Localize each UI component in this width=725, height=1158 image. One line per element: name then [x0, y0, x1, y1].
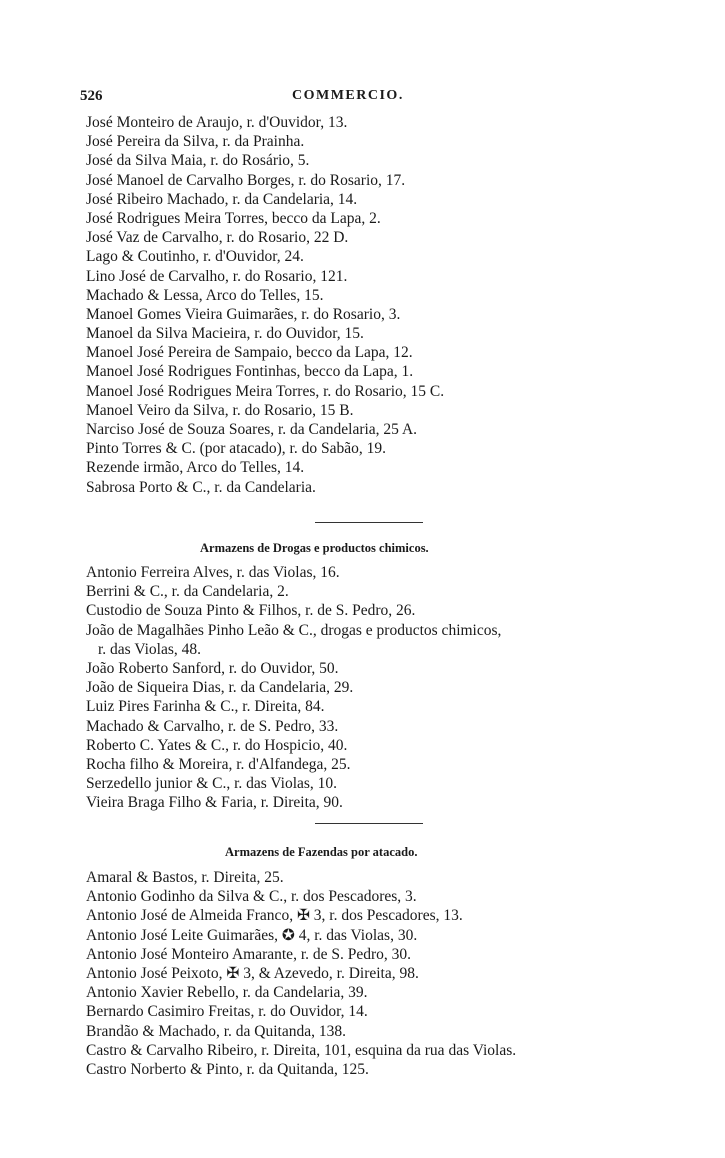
list-item: José Manoel de Carvalho Borges, r. do Rosario, 17.	[86, 171, 406, 189]
list-item: José Monteiro de Araujo, r. d'Ouvidor, 13.	[86, 114, 348, 131]
list-item: Lago & Coutinho, r. d'Ouvidor, 24.	[86, 248, 304, 266]
list-item: José Vaz de Carvalho, r. do Rosario, 22 D.	[86, 229, 349, 247]
list-item: Antonio Xavier Rebello, r. da Candelaria, 39.	[86, 984, 368, 1002]
list-item: Manoel José Rodrigues Meira Torres, r. do Rosario, 15 C.	[86, 382, 445, 400]
list-item: Pinto Torres & C. (por atacado), r. do Sabão, 19.	[86, 440, 386, 458]
list-item: Narciso José de Souza Soares, r. da Candelaria, 25 A.	[86, 421, 418, 438]
list-item: José Pereira da Silva, r. da Prainha.	[86, 133, 305, 151]
page-header	[80, 88, 480, 110]
list-item: Serzedello junior & C., r. das Violas, 10.	[86, 775, 338, 793]
running-head: COMMERCIO.	[292, 88, 404, 103]
list-item: Custodio de Souza Pinto & Filhos, r. de S. Pedro, 26.	[86, 602, 416, 620]
list-item: Antonio José Monteiro Amarante, r. de S. Pedro, 30.	[86, 945, 412, 963]
list-item: Manoel José Rodrigues Fontinhas, becco da Lapa, 1.	[86, 363, 414, 381]
section-divider	[315, 823, 423, 824]
list-item: Berrini & C., r. da Candelaria, 2.	[86, 583, 289, 601]
list-item: Lino José de Carvalho, r. do Rosario, 121.	[86, 267, 348, 285]
merchant-list	[86, 113, 444, 497]
page-number: 526	[80, 88, 103, 104]
list-item: Antonio Ferreira Alves, r. das Violas, 16.	[86, 564, 340, 581]
list-item: José Rodrigues Meira Torres, becco da Lapa, 2.	[86, 209, 381, 227]
list-item: Luiz Pires Farinha & C., r. Direita, 84.	[86, 698, 325, 716]
list-item: Castro & Carvalho Ribeiro, r. Direita, 101, esquina da rua das Violas.	[86, 1041, 517, 1059]
list-item: João Roberto Sanford, r. do Ouvidor, 50.	[86, 659, 339, 677]
list-item: José da Silva Maia, r. do Rosário, 5.	[86, 152, 310, 170]
list-item-continuation: r. das Violas, 48.	[98, 640, 201, 658]
list-item: Manoel José Pereira de Sampaio, becco da Lapa, 12.	[86, 344, 413, 362]
list-item: João de Magalhães Pinho Leão & C., drogas e productos chimicos,	[86, 621, 502, 639]
drogas-list	[86, 563, 501, 812]
list-item: Roberto C. Yates & C., r. do Hospicio, 40.	[86, 736, 348, 754]
list-item: Amaral & Bastos, r. Direita, 25.	[86, 869, 284, 886]
list-item: Antonio Godinho da Silva & C., r. dos Pescadores, 3.	[86, 888, 417, 906]
list-item: Vieira Braga Filho & Faria, r. Direita, 90.	[86, 794, 343, 812]
list-item: Manoel Veiro da Silva, r. do Rosario, 15 B.	[86, 401, 354, 419]
list-item: José Ribeiro Machado, r. da Candelaria, 14.	[86, 190, 358, 208]
section-divider	[315, 522, 423, 523]
list-item: Manoel Gomes Vieira Guimarães, r. do Rosario, 3.	[86, 305, 401, 323]
list-item: Bernardo Casimiro Freitas, r. do Ouvidor, 14.	[86, 1003, 368, 1021]
list-item: Antonio José de Almeida Franco, ✠ 3, r. dos Pescadores, 13.	[86, 907, 463, 925]
fazendas-list	[86, 868, 516, 1079]
list-item: Machado & Lessa, Arco do Telles, 15.	[86, 286, 324, 304]
list-item: Brandão & Machado, r. da Quitanda, 138.	[86, 1022, 346, 1040]
section-title-fazendas: Armazens de Fazendas por atacado.	[225, 845, 418, 859]
list-item: Antonio José Peixoto, ✠ 3, & Azevedo, r. Direita, 98.	[86, 964, 419, 982]
section-title-drogas: Armazens de Drogas e productos chimicos.	[200, 541, 429, 555]
list-item: Machado & Carvalho, r. de S. Pedro, 33.	[86, 717, 339, 735]
list-item: Rocha filho & Moreira, r. d'Alfandega, 25.	[86, 755, 351, 773]
list-item: Sabrosa Porto & C., r. da Candelaria.	[86, 478, 316, 496]
list-item: Castro Norberto & Pinto, r. da Quitanda, 125.	[86, 1060, 369, 1078]
list-item: Rezende irmão, Arco do Telles, 14.	[86, 459, 305, 477]
list-item: João de Siqueira Dias, r. da Candelaria, 29.	[86, 679, 354, 697]
list-item: Manoel da Silva Macieira, r. do Ouvidor, 15.	[86, 325, 364, 343]
list-item: Antonio José Leite Guimarães, ✪ 4, r. das Violas, 30.	[86, 926, 418, 944]
